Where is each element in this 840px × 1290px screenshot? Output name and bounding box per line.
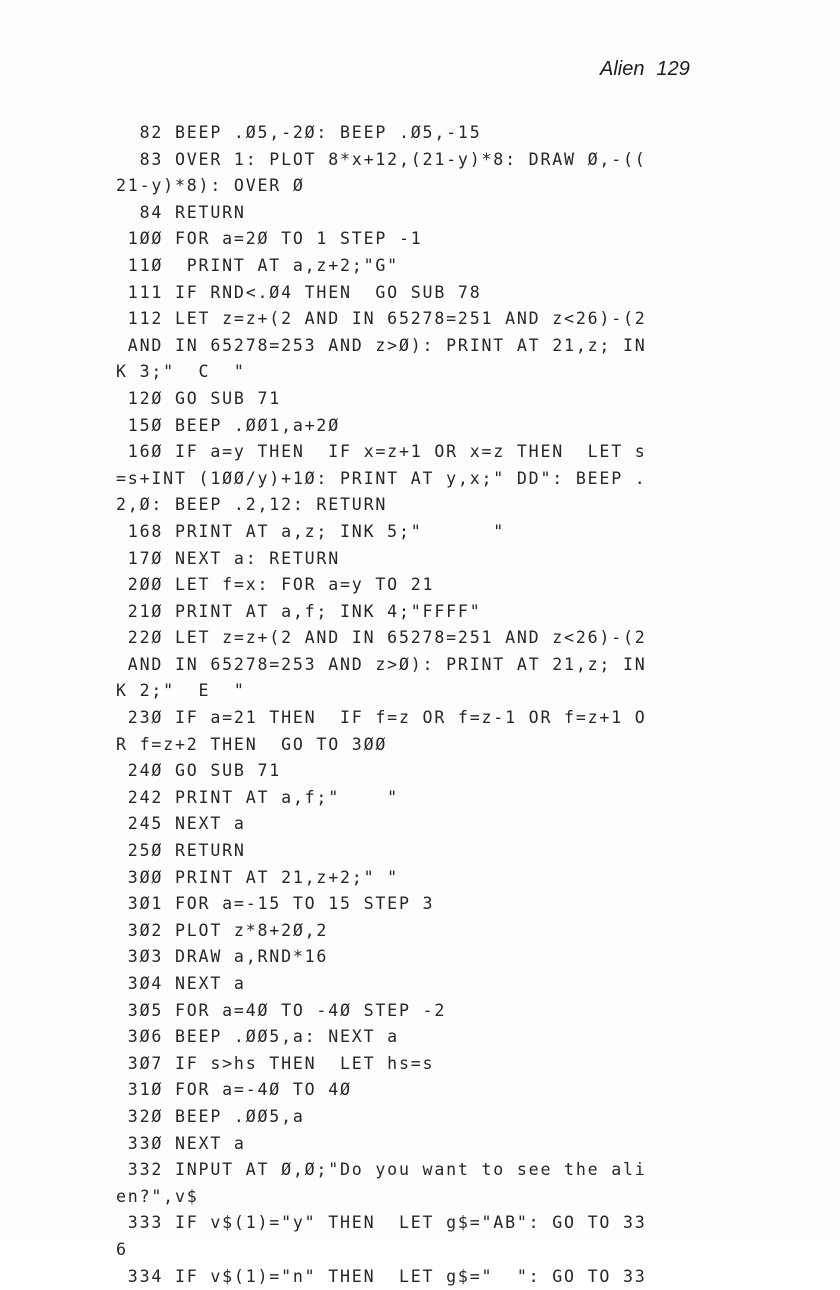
code-line: 16Ø IF a=y THEN IF x=z+1 OR x=z THEN LET s: [116, 442, 647, 462]
code-line: 3Ø5 FOR a=4Ø TO -4Ø STEP -2: [116, 1000, 447, 1020]
code-line: K 2;" E ": [116, 681, 246, 701]
code-line: 15Ø BEEP .ØØ1,a+2Ø: [116, 415, 341, 435]
code-line: 24Ø GO SUB 71: [116, 761, 282, 781]
running-header: [600, 58, 760, 88]
code-line: 3ØØ PRINT AT 21,z+2;" ": [116, 867, 399, 887]
code-line: 17Ø NEXT a: RETURN: [116, 548, 341, 568]
code-line: 1ØØ FOR a=2Ø TO 1 STEP -1: [116, 229, 423, 249]
code-line: 3Ø6 BEEP .ØØ5,a: NEXT a: [116, 1027, 399, 1047]
code-line: 25Ø RETURN: [116, 841, 246, 861]
code-line: 332 INPUT AT Ø,Ø;"Do you want to see the ali: [116, 1160, 647, 1180]
page-number: 129: [656, 58, 690, 80]
code-line: =s+INT (1ØØ/y)+1Ø: PRINT AT y,x;" DD": BEEP .: [116, 468, 647, 488]
code-line: 3Ø7 IF s>hs THEN LET hs=s: [116, 1053, 435, 1073]
code-line: 168 PRINT AT a,z; INK 5;" ": [116, 521, 506, 541]
code-line: 245 NEXT a: [116, 814, 246, 834]
code-line: 32Ø BEEP .ØØ5,a: [116, 1106, 305, 1126]
code-line: AND IN 65278=253 AND z>Ø): PRINT AT 21,z; IN: [116, 654, 647, 674]
code-line: 334 IF v$(1)="n" THEN LET g$=" ": GO TO 33: [116, 1266, 647, 1286]
code-line: 83 OVER 1: PLOT 8*x+12,(21-y)*8: DRAW Ø,-((: [116, 149, 647, 169]
code-line: K 3;" C ": [116, 362, 246, 382]
code-line: 3Ø3 DRAW a,RND*16: [116, 947, 329, 967]
code-line: 21-y)*8): OVER Ø: [116, 176, 305, 196]
code-line: 33Ø NEXT a: [116, 1133, 246, 1153]
code-line: 11Ø PRINT AT a,z+2;"G": [116, 255, 399, 275]
chapter-title: Alien: [600, 58, 645, 80]
code-line: R f=z+2 THEN GO TO 3ØØ: [116, 734, 388, 754]
code-line: 242 PRINT AT a,f;" ": [116, 787, 399, 807]
code-line: en?",v$: [116, 1186, 199, 1206]
code-line: 12Ø GO SUB 71: [116, 388, 282, 408]
code-line: 82 BEEP .Ø5,-2Ø: BEEP .Ø5,-15: [116, 123, 482, 142]
code-line: 333 IF v$(1)="y" THEN LET g$="AB": GO TO 33: [116, 1213, 647, 1233]
code-line: 23Ø IF a=21 THEN IF f=z OR f=z-1 OR f=z+1 O: [116, 708, 647, 728]
code-line: AND IN 65278=253 AND z>Ø): PRINT AT 21,z; IN: [116, 335, 647, 355]
code-line: 84 RETURN: [116, 202, 246, 222]
code-line: 3Ø4 NEXT a: [116, 974, 246, 993]
code-line: 2ØØ LET f=x: FOR a=y TO 21: [116, 575, 435, 595]
code-line: 6: [116, 1239, 128, 1259]
basic-program-listing: [116, 120, 776, 1290]
code-line: 112 LET z=z+(2 AND IN 65278=251 AND z<26)-(2: [116, 309, 647, 329]
code-line: 111 IF RND<.Ø4 THEN GO SUB 78: [116, 282, 482, 302]
code-line: 21Ø PRINT AT a,f; INK 4;"FFFF": [116, 601, 482, 621]
code-line: 3Ø2 PLOT z*8+2Ø,2: [116, 920, 329, 940]
code-line: 31Ø FOR a=-4Ø TO 4Ø: [116, 1080, 352, 1100]
code-line: 2,Ø: BEEP .2,12: RETURN: [116, 495, 388, 515]
code-line: 22Ø LET z=z+(2 AND IN 65278=251 AND z<26)-(2: [116, 628, 647, 648]
code-line: 3Ø1 FOR a=-15 TO 15 STEP 3: [116, 894, 435, 914]
